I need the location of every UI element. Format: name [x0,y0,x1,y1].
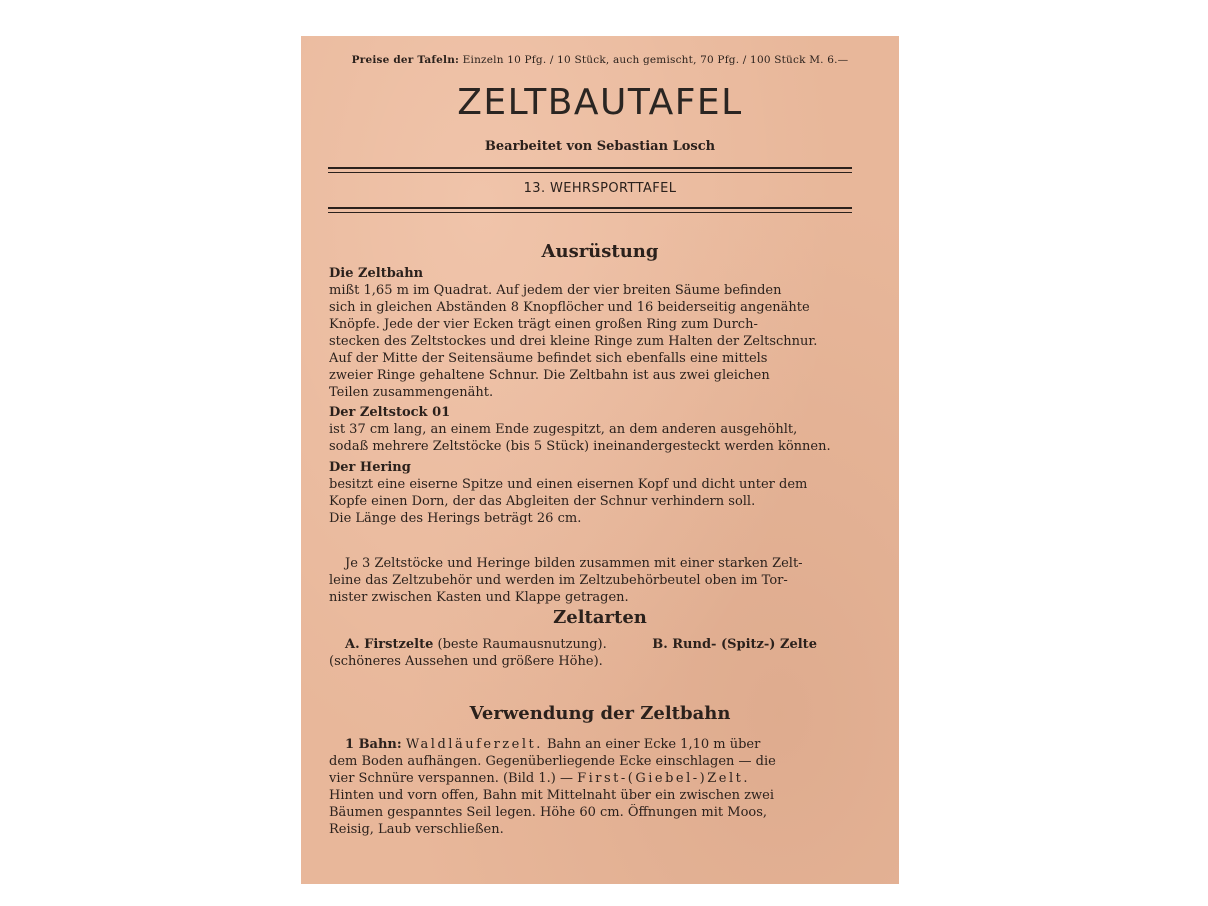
text-line-part: vier Schnüre verspannen. (Bild 1.) — [329,771,573,786]
text-line-rest: Bahn an einer Ecke 1,10 m über [547,737,761,752]
text-line [329,736,853,753]
text-line: besitzt eine eiserne Spitze und einen eisernen Kopf und dicht unter dem [329,477,808,492]
text-line: Auf der Mitte der Seitensäume befindet sich ebenfalls eine mittels [329,351,768,366]
text-line: dem Boden aufhängen. Gegenüberliegende Ecke einschlagen — die [329,754,776,769]
text-line: Kopfe einen Dorn, der das Abgleiten der Schnur verhindern soll. [329,494,756,509]
text-rundzelte: (schöneres Aussehen und größere Höhe). [329,654,603,669]
text-line: leine das Zeltzubehör und werden im Zeltzubehörbeutel oben im Tor- [329,573,788,588]
text-line: ist 37 cm lang, an einem Ende zugespitzt, an dem anderen ausgehöhlt, [329,422,798,437]
text-line [329,770,853,787]
divider-top [328,167,852,173]
text-line: nister zwischen Kasten und Klappe getragen. [329,590,629,605]
paragraph-zubehoer [329,555,853,606]
text-line: Knöpfe. Jede der vier Ecken trägt einen großen Ring zum Durch- [329,317,758,332]
text-line: zweier Ringe gehaltene Schnur. Die Zeltbahn ist aus zwei gleichen [329,368,770,383]
text-line [329,636,853,653]
text-line: Teilen zusammengenäht. [329,385,494,400]
paragraph-verwendung [329,736,853,838]
paragraph-zeltarten [329,636,853,670]
term-firstzelt: First-(Giebel-)Zelt. [577,771,750,786]
text-line: Reisig, Laub verschließen. [329,822,504,837]
heading-ausruestung: Ausrüstung [541,241,659,262]
price-label: Preise der Tafeln: [351,54,460,66]
price-line [301,54,899,66]
page-title: ZELTBAUTAFEL [457,82,743,123]
label-rundzelte: B. Rund- (Spitz-) Zelte [652,637,817,652]
label-zeltbahn: Die Zeltbahn [329,266,424,281]
byline: Bearbeitet von Sebastian Losch [484,139,716,154]
series-subtitle: 13. WEHRSPORTTAFEL [523,181,677,196]
paragraph-hering [329,459,853,527]
text-line: Die Länge des Herings beträgt 26 cm. [329,511,582,526]
label-hering: Der Hering [329,460,411,475]
heading-zeltarten: Zeltarten [553,607,647,628]
text-line: Je 3 Zeltstöcke und Heringe bilden zusammen mit einer starken Zelt- [345,556,803,571]
text-line: stecken des Zeltstockes und drei kleine Ringe zum Halten der Zeltschnur. [329,334,818,349]
label-bahn: 1 Bahn: [345,737,402,752]
text-line: sich in gleichen Abständen 8 Knopflöcher und 16 beiderseitig angenähte [329,300,810,315]
text-line: sodaß mehrere Zeltstöcke (bis 5 Stück) ineinandergesteckt werden können. [329,439,831,454]
label-zeltstock: Der Zeltstock 01 [329,405,451,420]
text-firstzelte: (beste Raumausnutzung). [437,637,607,652]
text-line: Hinten und vorn offen, Bahn mit Mittelnaht über ein zwischen zwei [329,788,774,803]
heading-verwendung: Verwendung der Zeltbahn [469,703,731,724]
paragraph-zeltstock [329,404,853,455]
divider-bottom [328,207,852,213]
document-page [301,36,899,884]
text-line: mißt 1,65 m im Quadrat. Auf jedem der vier breiten Säume befinden [329,283,782,298]
price-text: Einzeln 10 Pfg. / 10 Stück, auch gemischt, 70 Pfg. / 100 Stück M. 6.— [462,54,849,66]
text-line: Bäumen gespanntes Seil legen. Höhe 60 cm. Öffnungen mit Moos, [329,805,768,820]
term-waldlaeuferzelt: Waldläuferzelt. [405,737,543,752]
label-firstzelte: A. Firstzelte [345,637,434,652]
paragraph-zeltbahn [329,265,853,401]
